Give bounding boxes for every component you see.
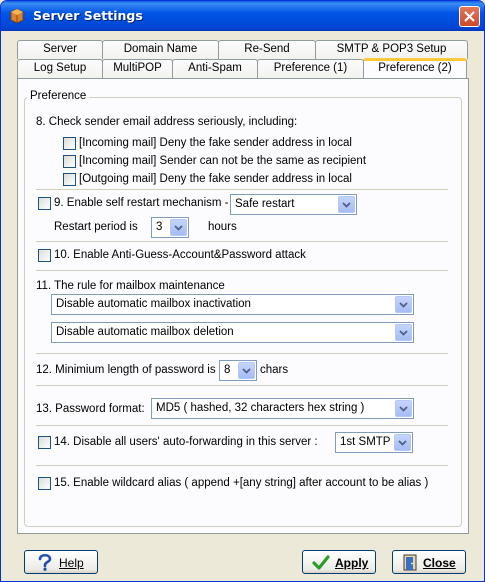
tab-domain-name[interactable]: Domain Name [102,40,219,59]
chevron-down-icon[interactable] [395,324,412,341]
divider [36,353,448,354]
package-icon [9,8,25,24]
close-icon [464,11,475,22]
mailbox-inactivation-value: Disable automatic mailbox inactivation [56,298,251,310]
preference-2-panel [17,78,469,534]
restart-period-value: 3 [156,221,163,233]
title-bar[interactable] [1,1,484,31]
item12-label: 12. Minimium length of password is [36,364,216,376]
chevron-down-icon[interactable] [395,296,412,313]
tab-log-setup[interactable]: Log Setup [17,59,103,78]
apply-button[interactable] [302,550,376,574]
preference-group-title: Preference [27,90,89,102]
chevron-down-icon[interactable] [170,219,187,236]
tab-preference-1[interactable]: Preference (1) [257,59,364,78]
item14-checkbox[interactable] [38,436,51,449]
mailbox-deletion-select[interactable] [51,322,414,343]
close-window-button[interactable] [459,6,480,27]
chevron-down-icon[interactable] [238,362,255,379]
divider [36,465,448,466]
divider [36,241,448,242]
window-title: Server Settings [33,8,143,23]
item9-checkbox[interactable] [38,197,51,210]
item8-option2-label[interactable]: [Incoming mail] Sender can not be the same as recipient [79,155,367,167]
restart-period-select[interactable] [151,217,189,238]
checkmark-icon [312,555,330,573]
item8-option1-label[interactable]: [Incoming mail] Deny the fake sender address in local [79,137,352,149]
question-icon [37,553,53,574]
close-button[interactable] [392,550,466,574]
item8-option3-checkbox[interactable] [63,173,76,186]
tab-anti-spam[interactable]: Anti-Spam [172,59,258,78]
auto-forward-select[interactable] [335,432,413,453]
item8-option3-label[interactable]: [Outgoing mail] Deny the fake sender address in local [79,173,352,185]
door-exit-icon [403,554,417,574]
password-length-select[interactable] [219,360,257,381]
item14-label[interactable]: 14. Disable all users' auto-forwarding in this server : [54,436,318,448]
item10-checkbox[interactable] [38,249,51,262]
apply-button-label: Apply [335,556,369,570]
item10-label[interactable]: 10. Enable Anti-Guess-Account&Password attack [54,249,306,261]
chevron-down-icon[interactable] [395,400,412,417]
item8-label: 8. Check sender email address seriously, including: [36,116,298,128]
item11-label: 11. The rule for mailbox maintenance [36,280,225,292]
item15-label[interactable]: 15. Enable wildcard alias ( append +[any string] after account to be alias ) [54,477,429,489]
chevron-down-icon[interactable] [338,196,355,213]
mailbox-inactivation-select[interactable] [51,294,414,315]
tab-preference-2[interactable]: Preference (2) [363,58,467,78]
restart-period-unit: hours [208,221,237,233]
chevron-down-icon[interactable] [394,434,411,451]
password-length-value: 8 [224,364,231,376]
close-button-label: Close [423,556,456,570]
item15-checkbox[interactable] [38,477,51,490]
item8-option1-checkbox[interactable] [63,137,76,150]
password-length-unit: chars [260,364,289,376]
password-format-select[interactable] [151,398,414,419]
divider [36,425,448,426]
item13-label: 13. Password format: [36,403,145,415]
tab-smtp-pop3-setup[interactable]: SMTP & POP3 Setup [315,40,468,59]
item8-option2-checkbox[interactable] [63,155,76,168]
help-button-label: Help [59,556,84,570]
mailbox-deletion-value: Disable automatic mailbox deletion [56,326,234,338]
divider [36,270,448,271]
tab-re-send[interactable]: Re-Send [218,40,316,59]
restart-period-label: Restart period is [54,221,138,233]
tab-multipop[interactable]: MultiPOP [102,59,173,78]
password-format-value: MD5 ( hashed, 32 characters hex string ) [156,402,365,414]
divider [36,189,448,190]
auto-forward-value: 1st SMTP [340,436,391,448]
restart-mode-select[interactable] [230,194,357,215]
divider [36,385,448,386]
item9-label[interactable]: 9. Enable self restart mechanism - [54,197,229,209]
tab-server[interactable]: Server [17,40,103,59]
help-button[interactable] [24,550,98,574]
restart-mode-value: Safe restart [235,198,295,210]
